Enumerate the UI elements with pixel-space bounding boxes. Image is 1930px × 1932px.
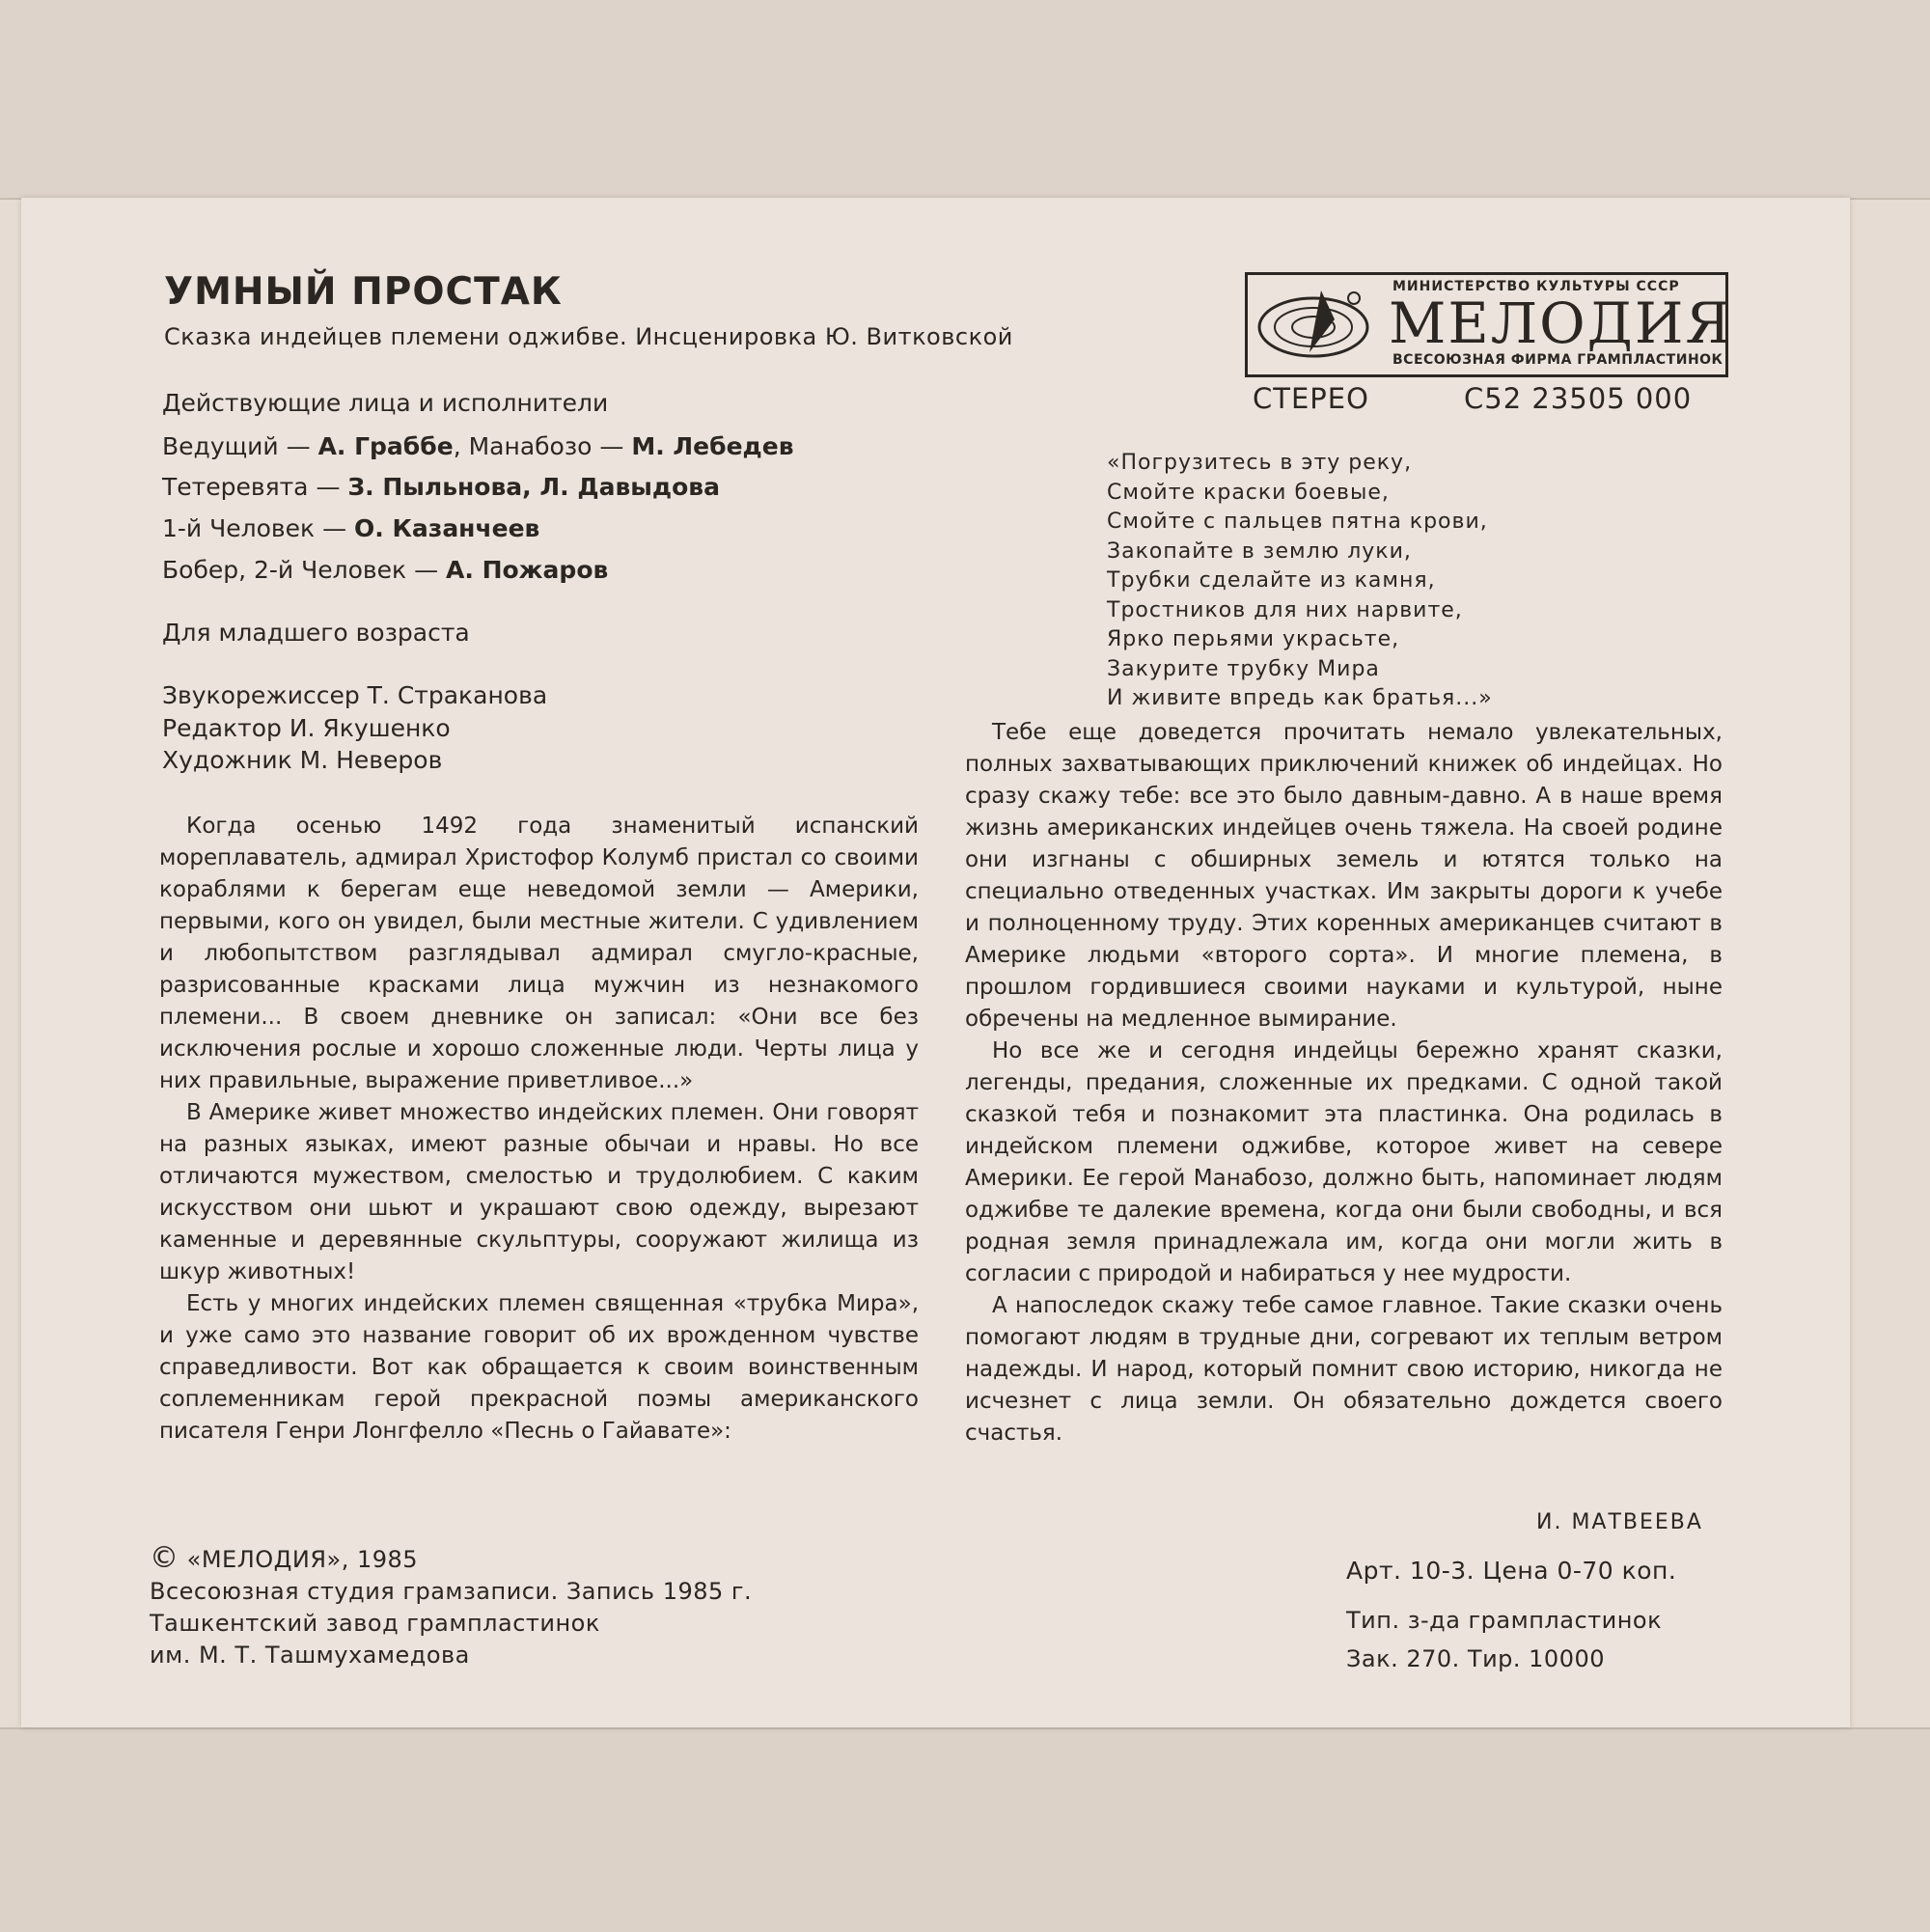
imprint-block — [150, 1542, 752, 1671]
article-paragraph: В Америке живет множество индейских племен. Они говорят на разных языках, имеют разные обычаи и нравы. Но все отличаются мужеством, смелостью и трудолюбием. С каким искусством они шьют и украшают свою одежду, вырезают каменные и деревянные скульптуры, сооружают жилища из шкур животных! — [159, 1100, 919, 1284]
poem-line: Смойте с пальцев пятна крови, — [1107, 510, 1488, 534]
cast-role: Тетеревята — — [162, 473, 348, 501]
album-title: УМНЫЙ ПРОСТАК — [164, 270, 563, 314]
cast-actor: З. Пыльнова, Л. Давыдова — [347, 473, 720, 501]
poem-line: Трубки сделайте из камня, — [1107, 568, 1436, 593]
price-line: Арт. 10-3. Цена 0-70 коп. — [1346, 1557, 1677, 1585]
cast-line — [162, 514, 539, 542]
cast-actor: М. Лебедев — [631, 432, 794, 460]
album-subtitle: Сказка индейцев племени оджибве. Инсценировка Ю. Витковской — [164, 323, 1013, 350]
copyright-text: «МЕЛОДИЯ», 1985 — [186, 1546, 419, 1573]
imprint-line: Ташкентский завод грампластинок — [150, 1610, 600, 1637]
logo-ministry: МИНИСТЕРСТВО КУЛЬТУРЫ СССР — [1392, 279, 1680, 294]
copyright-symbol: © — [150, 1541, 179, 1575]
cast-actor: А. Пожаров — [446, 556, 609, 584]
cast-role: Бобер, 2-й Человек — — [162, 556, 447, 584]
cast-line — [162, 556, 608, 584]
poem-line: Тростников для них нарвите, — [1107, 597, 1463, 622]
melodiya-logo — [1245, 272, 1733, 377]
print-line: Зак. 270. Тир. 10000 — [1346, 1645, 1606, 1672]
imprint-line: им. М. Т. Ташмухамедова — [150, 1642, 470, 1669]
poem-line: Закопайте в землю луки, — [1107, 538, 1412, 564]
left-article — [159, 811, 919, 1448]
cast-actor: А. Граббе — [317, 432, 454, 460]
article-paragraph: Но все же и сегодня индейцы бережно хранят сказки, легенды, предания, сложенные их предками. С одной такой сказкой тебя и познакомит эта пластинка. Она родилась в индейском племени оджибве, которое живет на севере Америки. Ее герой Манабозо, должно быть, напоминает людям оджибве те далекие времена, когда они были свободны, и вся родная земля принадлежала им, когда они могли жить в согласии с природой и набираться у нее мудрости. — [965, 1038, 1723, 1286]
age-group: Для младшего возраста — [162, 619, 470, 647]
cast-role: 1-й Человек — — [162, 514, 355, 542]
logo-firm: ВСЕСОЮЗНАЯ ФИРМА ГРАМПЛАСТИНОК — [1392, 352, 1723, 368]
cast-header: Действующие лица и исполнители — [162, 389, 609, 417]
poem-line: Закурите трубку Мира — [1107, 656, 1380, 681]
article-paragraph: Тебе еще доведется прочитать немало увлекательных, полных захватывающих приключений книжек об индейцах. Но сразу скажу тебе: все это было давным-давно. А в наше время жизнь американских индейцев очень тяжела. На своей родине они изгнаны с обширных земель и ютятся только на специально отведенных участках. Им закрыты дороги к учебе и полноценному труду. Этих коренных американцев считают в Америке людьми «второго сорта». И многие племена, в прошлом гордившиеся своими науками и культурой, ныне обречены на медленное вымирание. — [965, 720, 1723, 1032]
article-paragraph: Когда осенью 1492 года знаменитый испанский мореплаватель, адмирал Христофор Колумб пристал со своими кораблями к берегам еще неведомой земли — Америки, первыми, кого он увидел, были местные жители. С удивлением и любопытством разглядывал адмирал смугло-красные, разрисованные красками лица мужчин из незнакомого племени... В своем дневнике он записал: «Они все без исключения рослые и хорошо сложенные люди. Черты лица у них правильные, выражение приветливое...» — [159, 814, 919, 1093]
melodiya-record-icon — [1254, 281, 1377, 364]
format-label: СТЕРЕО — [1253, 382, 1369, 415]
poem-line: И живите впредь как братья...» — [1107, 686, 1493, 710]
cast-line — [162, 432, 794, 460]
print-line: Тип. з-да грампластинок — [1346, 1607, 1663, 1634]
right-article — [965, 717, 1723, 1449]
poem-line: «Погрузитесь в эту реку, — [1107, 451, 1413, 475]
poem-line: Смойте краски боевые, — [1107, 480, 1390, 505]
cast-role: Ведущий — — [162, 432, 318, 460]
article-paragraph: А напоследок скажу тебе самое главное. Такие сказки очень помогают людям в трудные дни, согревают их теплым ветром надежды. И народ, который помнит свою историю, никогда не исчезнет с лица земли. Он обязательно дождется своего счастья. — [965, 1293, 1723, 1446]
article-paragraph: Есть у многих индейских племен священная «трубка Мира», и уже само это название говорит об их врожденном чувстве справедливости. Вот как обращается к своим воинственным соплеменникам герой прекрасной поэмы американского писателя Генри Лонгфелло «Песнь о Гайавате»: — [159, 1291, 919, 1444]
top-flap — [0, 0, 1930, 200]
cast-actor: О. Казанчеев — [354, 514, 540, 542]
copyright-line — [150, 1542, 752, 1576]
logo-name: МЕЛОДИЯ — [1389, 290, 1733, 356]
credit-editor: Редактор И. Якушенко — [162, 714, 451, 742]
cast-line — [162, 473, 720, 501]
cast-role: , Манабозо — — [453, 432, 632, 460]
credit-artist: Художник М. Неверов — [162, 746, 443, 774]
poem — [1107, 449, 1493, 714]
author-signature: И. МАТВЕЕВА — [1536, 1510, 1703, 1534]
poem-line: Ярко перьями украсьте, — [1107, 627, 1400, 651]
catalog-number: С52 23505 000 — [1464, 382, 1693, 415]
bottom-flap — [0, 1727, 1930, 1932]
imprint-line: Всесоюзная студия грамзаписи. Запись 1985 г. — [150, 1578, 753, 1605]
credit-sound: Звукорежиссер Т. Страканова — [162, 681, 548, 709]
